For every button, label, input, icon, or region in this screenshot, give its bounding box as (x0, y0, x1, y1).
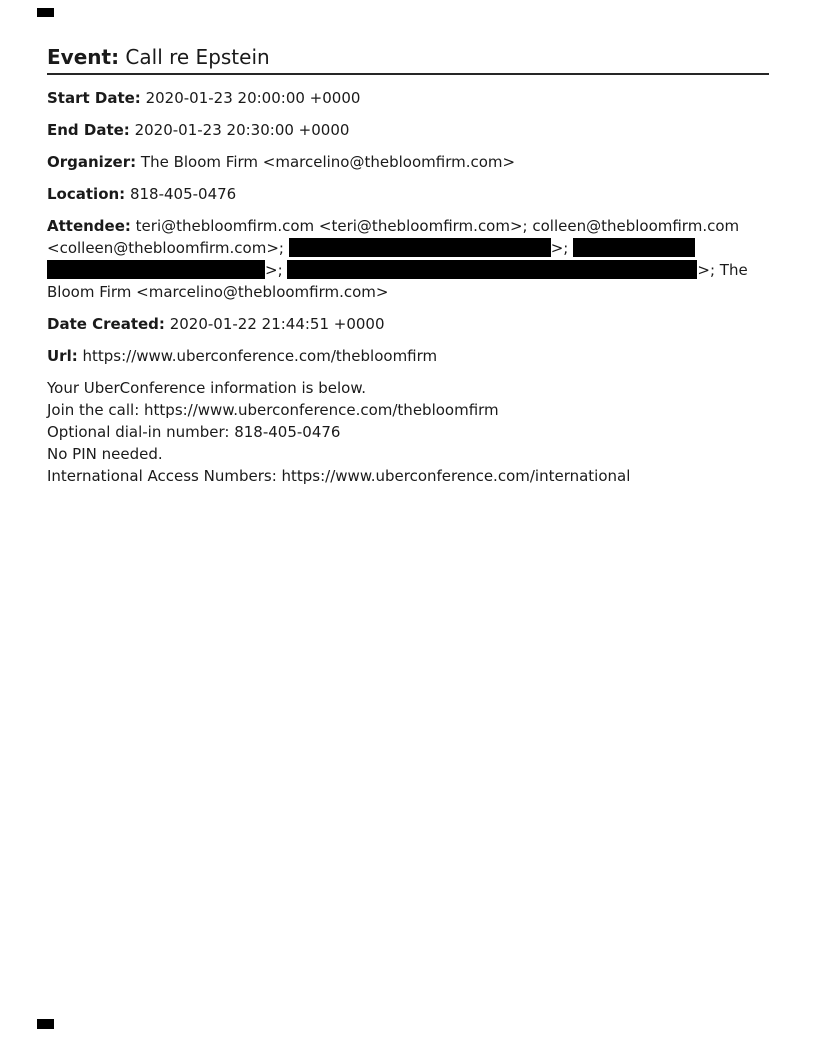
date-created-value: 2020-01-22 21:44:51 +0000 (169, 315, 385, 333)
attendee-line-4 (47, 281, 769, 303)
redaction-separator-2: >; (265, 261, 283, 279)
field-organizer (47, 151, 769, 173)
event-label: Event: (47, 45, 120, 69)
conference-dialin-line: Optional dial-in number: 818-405-0476 (47, 423, 341, 441)
scan-mark-top-left (37, 8, 54, 17)
conference-pin-line: No PIN needed. (47, 445, 163, 463)
field-date-created (47, 313, 769, 335)
location-label: Location: (47, 185, 126, 203)
start-date-value: 2020-01-23 20:00:00 +0000 (145, 89, 361, 107)
location-value: 818-405-0476 (129, 185, 237, 203)
scan-mark-bottom-left (37, 1019, 54, 1029)
redaction-separator-1: >; (550, 239, 569, 257)
conference-international-line: International Access Numbers: https://www.uberconference.com/international (47, 467, 631, 485)
conference-info (47, 377, 769, 487)
end-date-value: 2020-01-23 20:30:00 +0000 (134, 121, 350, 139)
end-date-label: End Date: (47, 121, 130, 139)
field-location (47, 183, 769, 205)
attendee-label: Attendee: (47, 217, 131, 235)
attendee-line3-suffix: >; The (697, 261, 748, 279)
redaction-block-4 (287, 260, 697, 279)
redaction-block-3 (47, 260, 265, 279)
field-attendee (47, 215, 769, 303)
redaction-block-2 (573, 238, 695, 257)
redaction-block-1 (289, 238, 551, 257)
conference-join-line: Join the call: https://www.uberconference.com/thebloomfirm (47, 401, 499, 419)
field-end-date (47, 119, 769, 141)
document-page (0, 0, 816, 487)
conference-info-line: Your UberConference information is below. (47, 379, 367, 397)
date-created-label: Date Created: (47, 315, 165, 333)
attendee-line-1 (47, 215, 769, 237)
attendee-line-2 (47, 237, 769, 259)
attendee-line4-text: Bloom Firm <marcelino@thebloomfirm.com> (47, 283, 389, 301)
url-value: https://www.uberconference.com/thebloomfirm (82, 347, 438, 365)
organizer-label: Organizer: (47, 153, 137, 171)
field-url (47, 345, 769, 367)
attendee-line1-text: teri@thebloomfirm.com <teri@thebloomfirm.com>; colleen@thebloomfirm.com (135, 217, 740, 235)
attendee-line2-prefix: <colleen@thebloomfirm.com>; (47, 239, 284, 257)
event-title (47, 44, 769, 75)
url-label: Url: (47, 347, 78, 365)
field-start-date (47, 87, 769, 109)
event-name: Call re Epstein (125, 45, 270, 69)
organizer-value: The Bloom Firm <marcelino@thebloomfirm.com> (140, 153, 516, 171)
attendee-line-3 (47, 259, 769, 281)
start-date-label: Start Date: (47, 89, 141, 107)
